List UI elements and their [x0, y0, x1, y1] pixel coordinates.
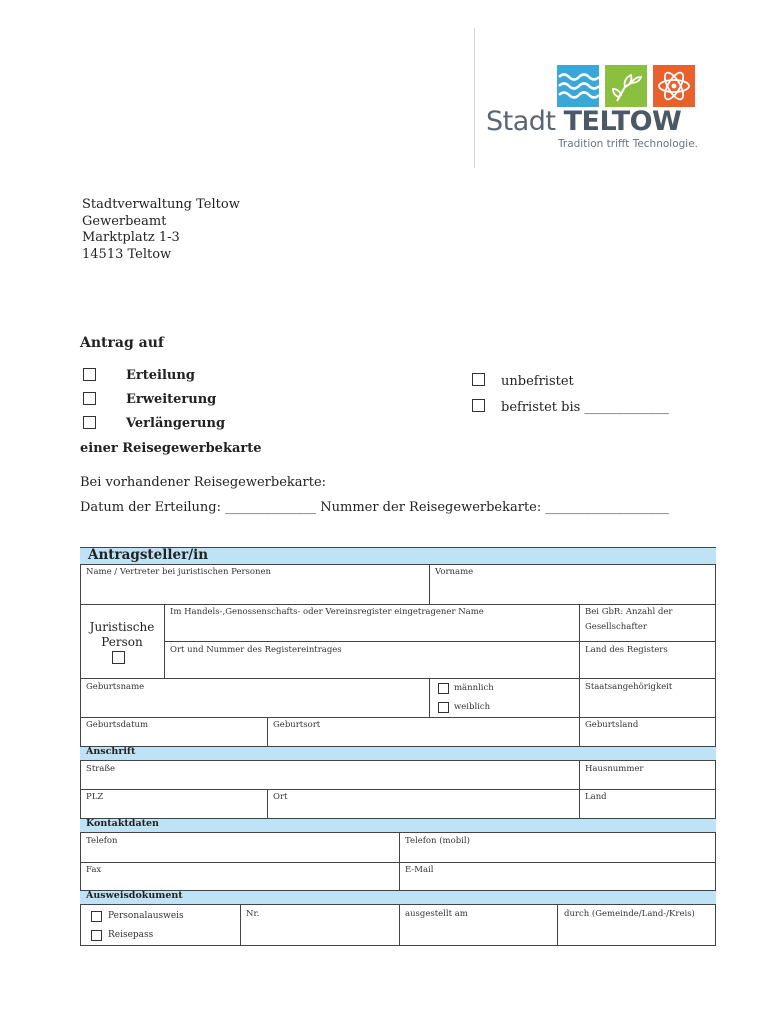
applicant-form [80, 547, 716, 947]
name-field[interactable] [84, 577, 424, 601]
address-line: 14513 Teltow [82, 246, 172, 262]
address-line: Marktplatz 1-3 [82, 230, 180, 245]
erteilung-checkbox[interactable] [83, 368, 96, 381]
befristet-label: befristet bis _____________ [501, 400, 669, 415]
logo-wordmark [486, 106, 681, 137]
anschrift-band [80, 746, 716, 761]
geburtsland-label: Geburtsland [585, 720, 639, 730]
logo-plant-icon [605, 65, 647, 107]
maennlich-label: männlich [454, 683, 494, 693]
plz-field[interactable] [84, 802, 262, 816]
ausweis-title: Ausweisdokument [86, 890, 183, 901]
ort-field[interactable] [271, 802, 575, 816]
juristische-person-line1: Juristische [89, 620, 155, 634]
unbefristet-checkbox[interactable] [472, 373, 485, 386]
gbr-label-line1: Bei GbR: Anzahl der [585, 607, 673, 617]
logo-name-bold: TELTOW [563, 106, 682, 137]
verlaengerung-label: Verlängerung [126, 416, 226, 431]
logo-atom-icon [653, 65, 695, 107]
hausnummer-label: Hausnummer [585, 764, 644, 774]
vorname-field[interactable] [433, 577, 711, 601]
maennlich-checkbox[interactable] [438, 683, 449, 694]
juristische-person-checkbox[interactable] [112, 651, 125, 664]
application-heading: Antrag auf [80, 335, 164, 351]
staatsangehoerigkeit-label: Staatsangehörigkeit [585, 682, 673, 692]
anschrift-title: Anschrift [86, 746, 136, 757]
reisepass-label: Reisepass [108, 930, 154, 940]
applicant-title: Antragsteller/in [88, 547, 209, 563]
telefon-mobil-field[interactable] [403, 846, 711, 860]
geburtsdatum-label: Geburtsdatum [86, 720, 149, 730]
erweiterung-checkbox[interactable] [83, 392, 96, 405]
erteilung-label: Erteilung [126, 368, 195, 383]
land-field[interactable] [583, 802, 711, 816]
ausweis-nr-label: Nr. [246, 909, 260, 919]
strasse-field[interactable] [84, 774, 574, 787]
plz-label: PLZ [86, 792, 104, 802]
existing-card-line: Datum der Erteilung: ______________ Nummer der Reisegewerbekarte: ___________________ [80, 500, 669, 515]
address-line: Stadtverwaltung Teltow [82, 197, 240, 212]
strasse-label: Straße [86, 764, 116, 774]
register-land-field[interactable] [583, 655, 711, 676]
register-ort-label: Ort und Nummer des Registereintrages [170, 645, 342, 655]
staatsangehoerigkeit-field[interactable] [583, 692, 711, 714]
register-ort-field[interactable] [168, 655, 574, 676]
logo-waves-icon [557, 65, 599, 107]
register-name-label: Im Handels-,Genossenschafts- oder Vereinsregister eingetragener Name [170, 607, 484, 617]
juristische-person-line2: Person [101, 635, 143, 649]
register-name-field[interactable] [168, 617, 574, 639]
ausgestellt-label: ausgestellt am [405, 909, 468, 919]
ausweis-nr-field[interactable] [244, 919, 394, 943]
gbr-label-line2: Gesellschafter [585, 622, 647, 632]
geburtsland-field[interactable] [583, 730, 711, 744]
geburtsort-label: Geburtsort [273, 720, 321, 730]
name-label: Name / Vertreter bei juristischen Personen [86, 567, 272, 577]
register-land-label: Land des Registers [585, 645, 668, 655]
geburtsdatum-field[interactable] [84, 730, 262, 744]
erweiterung-label: Erweiterung [126, 392, 217, 407]
logo-name-regular: Stadt [486, 106, 556, 137]
telefon-mobil-label: Telefon (mobil) [405, 836, 470, 846]
ausgestellt-field[interactable] [403, 919, 553, 943]
fax-label: Fax [86, 865, 102, 875]
personalausweis-checkbox[interactable] [91, 911, 102, 922]
hausnummer-field[interactable] [583, 774, 711, 787]
befristet-checkbox[interactable] [472, 399, 485, 412]
geburtsname-field[interactable] [84, 692, 424, 714]
geburtsort-field[interactable] [271, 730, 575, 744]
address-line: Gewerbeamt [82, 213, 167, 229]
recipient-address [82, 197, 240, 263]
header-divider [474, 28, 475, 168]
land-label: Land [585, 792, 607, 802]
weiblich-checkbox[interactable] [438, 702, 449, 713]
telefon-label: Telefon [86, 836, 118, 846]
telefon-field[interactable] [84, 846, 394, 860]
unbefristet-label: unbefristet [501, 374, 574, 389]
kontakt-band [80, 818, 716, 833]
existing-card-intro: Bei vorhandener Reisegewerbekarte: [80, 475, 327, 490]
reisepass-checkbox[interactable] [91, 930, 102, 941]
ausgestellt-durch-field[interactable] [562, 919, 711, 943]
application-subject: einer Reisegewerbekarte [80, 441, 262, 456]
vorname-label: Vorname [435, 567, 474, 577]
logo-tagline: Tradition trifft Technologie. [558, 138, 699, 150]
fax-field[interactable] [84, 875, 394, 888]
verlaengerung-checkbox[interactable] [83, 416, 96, 429]
ort-label: Ort [273, 792, 288, 802]
email-label: E-Mail [405, 865, 434, 875]
personalausweis-label: Personalausweis [108, 911, 184, 921]
ausgestellt-durch-label: durch (Gemeinde/Land-/Kreis) [564, 909, 695, 919]
weiblich-label: weiblich [454, 702, 491, 712]
kontakt-title: Kontaktdaten [86, 818, 159, 829]
geburtsname-label: Geburtsname [86, 682, 145, 692]
email-field[interactable] [403, 875, 711, 888]
